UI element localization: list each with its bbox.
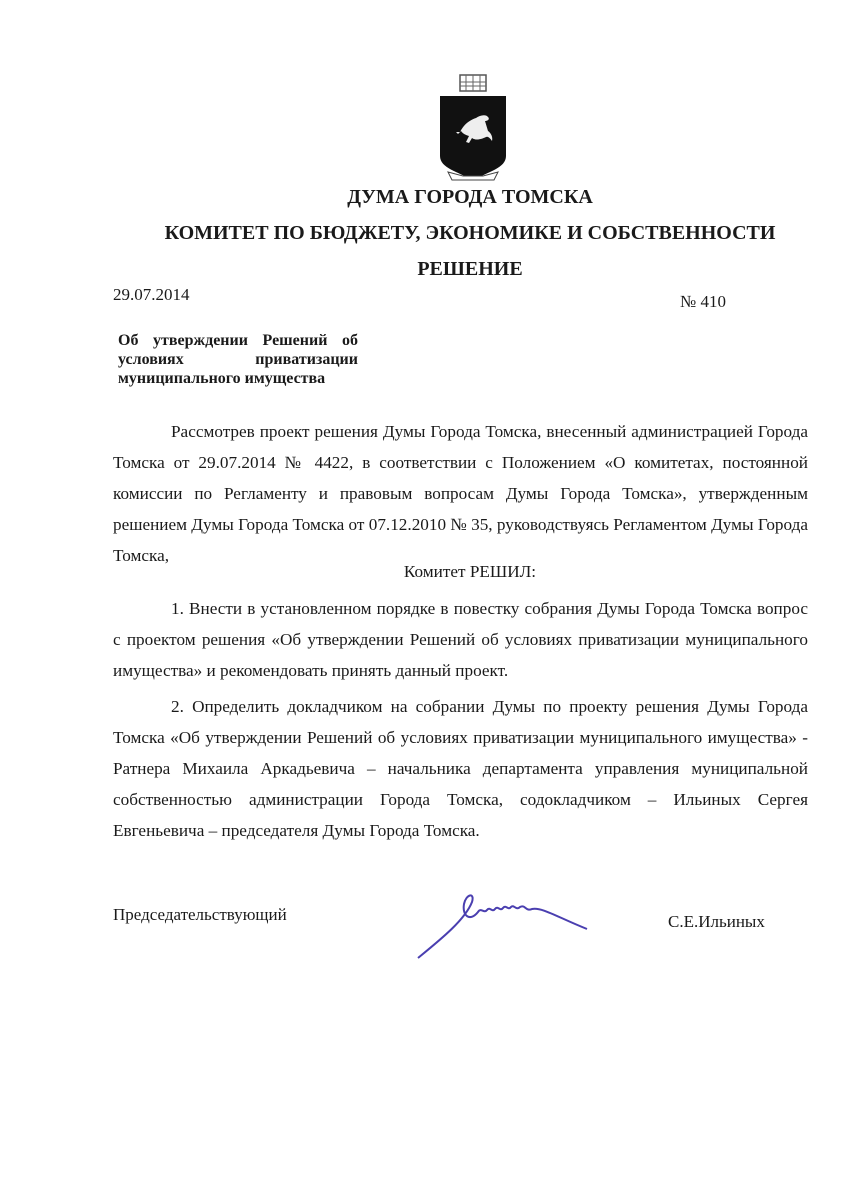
signatory-role: Председательствующий (113, 905, 287, 924)
handwritten-signature (410, 880, 605, 970)
document-type: РЕШЕНИЕ (417, 258, 523, 280)
preamble-paragraph: Рассмотрев проект решения Думы Города Томска, внесенный администрацией Города Томска от 29.07.2014 № 4422, в соответствии с Положением «О комитетах, постоянной комиссии по Регламенту и правовым вопросам Думы Города Томска», утвержденным решением Думы Города Томска от 07.12.2010 № 35, руководствуясь Регламентом Думы Города Томска, (113, 422, 808, 565)
coat-of-arms-emblem (438, 72, 508, 187)
committee-title: КОМИТЕТ ПО БЮДЖЕТУ, ЭКОНОМИКЕ И СОБСТВЕННОСТИ (164, 222, 776, 244)
organization-title: ДУМА ГОРОДА ТОМСКА (347, 186, 593, 208)
resolution-item-1: 1. Внести в установленном порядке в повестку собрания Думы Города Томска вопрос с проектом решения «Об утверждении Решений об условиях приватизации муниципального имущества» и рекомендовать принять данный проект. (113, 599, 808, 680)
signatory-name: С.Е.Ильиных (668, 912, 765, 931)
resolved-heading: Комитет РЕШИЛ: (403, 562, 537, 581)
decision-date: 29.07.2014 (113, 285, 190, 304)
decision-number: № 410 (680, 292, 726, 311)
resolution-item-2: 2. Определить докладчиком на собрании Думы по проекту решения Думы Города Томска «Об утверждении Решений об условиях приватизации муниципального имущества» - Ратнера Михаила Аркадьевича – начальника департамента управления муниципальной собственностью администрации Города Томска, содокладчиком – Ильиных Сергея Евгеньевича – председателя Думы Города Томска. (113, 697, 808, 840)
decision-subject: Об утверждении Решений об условиях приватизации муниципального имущества (118, 332, 358, 387)
